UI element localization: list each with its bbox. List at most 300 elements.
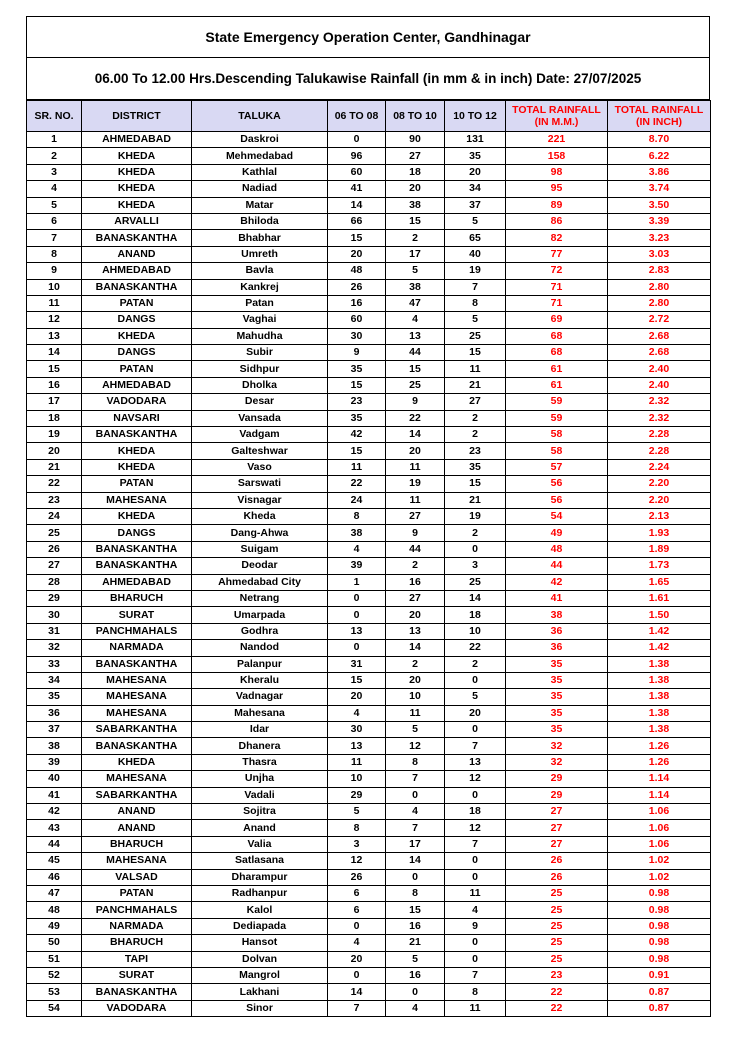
taluka-cell: Valia (192, 836, 328, 852)
taluka-cell: Dharampur (192, 869, 328, 885)
district-cell: BHARUCH (82, 836, 192, 852)
header-06-to-08: 06 TO 08 (328, 101, 386, 132)
taluka-cell: Umreth (192, 246, 328, 262)
district-cell: VADODARA (82, 394, 192, 410)
sr-no-cell: 13 (27, 328, 82, 344)
sr-no-cell: 28 (27, 574, 82, 590)
08-to-10-cell: 20 (386, 607, 445, 623)
06-to-08-cell: 14 (328, 197, 386, 213)
district-cell: PANCHMAHALS (82, 623, 192, 639)
sr-no-cell: 33 (27, 656, 82, 672)
taluka-cell: Desar (192, 394, 328, 410)
10-to-12-cell: 27 (445, 394, 506, 410)
total-mm-cell: 61 (506, 377, 608, 393)
total-inch-cell: 3.03 (608, 246, 711, 262)
10-to-12-cell: 15 (445, 345, 506, 361)
08-to-10-cell: 14 (386, 427, 445, 443)
taluka-cell: Suigam (192, 541, 328, 557)
06-to-08-cell: 9 (328, 345, 386, 361)
taluka-cell: Ahmedabad City (192, 574, 328, 590)
sr-no-cell: 38 (27, 738, 82, 754)
10-to-12-cell: 35 (445, 148, 506, 164)
08-to-10-cell: 90 (386, 132, 445, 148)
08-to-10-cell: 14 (386, 853, 445, 869)
total-inch-cell: 1.42 (608, 623, 711, 639)
10-to-12-cell: 0 (445, 541, 506, 557)
table-row (27, 459, 711, 475)
taluka-cell: Kankrej (192, 279, 328, 295)
district-cell: SABARKANTHA (82, 722, 192, 738)
table-row (27, 754, 711, 770)
10-to-12-cell: 8 (445, 295, 506, 311)
district-cell: AHMEDABAD (82, 263, 192, 279)
10-to-12-cell: 2 (445, 410, 506, 426)
06-to-08-cell: 31 (328, 656, 386, 672)
table-row (27, 656, 711, 672)
total-mm-cell: 35 (506, 689, 608, 705)
table-row (27, 558, 711, 574)
district-cell: MAHESANA (82, 705, 192, 721)
sr-no-cell: 54 (27, 1000, 82, 1016)
table-row (27, 885, 711, 901)
06-to-08-cell: 8 (328, 820, 386, 836)
total-inch-cell: 3.39 (608, 213, 711, 229)
total-inch-cell: 1.89 (608, 541, 711, 557)
taluka-cell: Vaghai (192, 312, 328, 328)
total-inch-cell: 1.14 (608, 787, 711, 803)
10-to-12-cell: 19 (445, 263, 506, 279)
taluka-cell: Mahesana (192, 705, 328, 721)
table-row (27, 623, 711, 639)
total-inch-cell: 0.91 (608, 967, 711, 983)
table-row (27, 705, 711, 721)
total-mm-cell: 77 (506, 246, 608, 262)
table-row (27, 394, 711, 410)
district-cell: NAVSARI (82, 410, 192, 426)
header-district: DISTRICT (82, 101, 192, 132)
total-mm-cell: 68 (506, 345, 608, 361)
total-inch-cell: 2.83 (608, 263, 711, 279)
10-to-12-cell: 0 (445, 787, 506, 803)
taluka-cell: Palanpur (192, 656, 328, 672)
taluka-cell: Daskroi (192, 132, 328, 148)
taluka-cell: Visnagar (192, 492, 328, 508)
total-inch-cell: 2.80 (608, 279, 711, 295)
taluka-cell: Mangrol (192, 967, 328, 983)
10-to-12-cell: 65 (445, 230, 506, 246)
08-to-10-cell: 4 (386, 312, 445, 328)
total-mm-cell: 68 (506, 328, 608, 344)
10-to-12-cell: 5 (445, 213, 506, 229)
table-row (27, 492, 711, 508)
06-to-08-cell: 1 (328, 574, 386, 590)
table-row (27, 689, 711, 705)
table-row (27, 722, 711, 738)
report-subtitle: 06.00 To 12.00 Hrs.Descending Talukawise Rainfall (in mm & in inch) Date: 27/07/2025 (26, 58, 710, 100)
table-row (27, 164, 711, 180)
08-to-10-cell: 4 (386, 804, 445, 820)
10-to-12-cell: 0 (445, 951, 506, 967)
06-to-08-cell: 0 (328, 590, 386, 606)
sr-no-cell: 32 (27, 640, 82, 656)
sr-no-cell: 49 (27, 918, 82, 934)
total-mm-cell: 35 (506, 705, 608, 721)
table-row (27, 427, 711, 443)
taluka-cell: Galteshwar (192, 443, 328, 459)
total-inch-cell: 2.80 (608, 295, 711, 311)
10-to-12-cell: 22 (445, 640, 506, 656)
sr-no-cell: 19 (27, 427, 82, 443)
table-row (27, 295, 711, 311)
sr-no-cell: 7 (27, 230, 82, 246)
district-cell: KHEDA (82, 443, 192, 459)
10-to-12-cell: 12 (445, 820, 506, 836)
08-to-10-cell: 38 (386, 279, 445, 295)
total-mm-cell: 23 (506, 967, 608, 983)
06-to-08-cell: 15 (328, 230, 386, 246)
10-to-12-cell: 23 (445, 443, 506, 459)
sr-no-cell: 21 (27, 459, 82, 475)
table-row (27, 328, 711, 344)
district-cell: KHEDA (82, 754, 192, 770)
06-to-08-cell: 8 (328, 508, 386, 524)
10-to-12-cell: 19 (445, 508, 506, 524)
total-inch-cell: 3.23 (608, 230, 711, 246)
total-mm-cell: 59 (506, 410, 608, 426)
10-to-12-cell: 9 (445, 918, 506, 934)
total-mm-cell: 29 (506, 771, 608, 787)
08-to-10-cell: 8 (386, 754, 445, 770)
total-mm-cell: 59 (506, 394, 608, 410)
district-cell: AHMEDABAD (82, 574, 192, 590)
total-inch-cell: 1.38 (608, 656, 711, 672)
district-cell: SABARKANTHA (82, 787, 192, 803)
taluka-cell: Deodar (192, 558, 328, 574)
08-to-10-cell: 2 (386, 656, 445, 672)
district-cell: DANGS (82, 525, 192, 541)
06-to-08-cell: 60 (328, 312, 386, 328)
06-to-08-cell: 0 (328, 640, 386, 656)
taluka-cell: Nadiad (192, 181, 328, 197)
08-to-10-cell: 44 (386, 345, 445, 361)
district-cell: KHEDA (82, 164, 192, 180)
taluka-cell: Lakhani (192, 984, 328, 1000)
06-to-08-cell: 38 (328, 525, 386, 541)
taluka-cell: Vadali (192, 787, 328, 803)
08-to-10-cell: 9 (386, 525, 445, 541)
08-to-10-cell: 15 (386, 213, 445, 229)
taluka-cell: Subir (192, 345, 328, 361)
08-to-10-cell: 0 (386, 984, 445, 1000)
total-inch-cell: 2.32 (608, 394, 711, 410)
06-to-08-cell: 0 (328, 967, 386, 983)
10-to-12-cell: 11 (445, 885, 506, 901)
district-cell: ANAND (82, 820, 192, 836)
total-inch-cell: 0.87 (608, 984, 711, 1000)
district-cell: SURAT (82, 967, 192, 983)
district-cell: AHMEDABAD (82, 377, 192, 393)
district-cell: DANGS (82, 345, 192, 361)
table-row (27, 787, 711, 803)
10-to-12-cell: 25 (445, 328, 506, 344)
08-to-10-cell: 7 (386, 820, 445, 836)
08-to-10-cell: 7 (386, 771, 445, 787)
total-mm-cell: 58 (506, 443, 608, 459)
district-cell: MAHESANA (82, 492, 192, 508)
total-inch-cell: 1.38 (608, 689, 711, 705)
district-cell: PATAN (82, 885, 192, 901)
table-row (27, 836, 711, 852)
06-to-08-cell: 39 (328, 558, 386, 574)
10-to-12-cell: 2 (445, 427, 506, 443)
sr-no-cell: 23 (27, 492, 82, 508)
taluka-cell: Unjha (192, 771, 328, 787)
sr-no-cell: 36 (27, 705, 82, 721)
total-inch-cell: 0.98 (608, 885, 711, 901)
08-to-10-cell: 20 (386, 181, 445, 197)
taluka-cell: Thasra (192, 754, 328, 770)
10-to-12-cell: 2 (445, 525, 506, 541)
table-row (27, 476, 711, 492)
total-inch-cell: 2.72 (608, 312, 711, 328)
total-mm-cell: 48 (506, 541, 608, 557)
total-inch-cell: 1.61 (608, 590, 711, 606)
total-inch-cell: 1.06 (608, 820, 711, 836)
table-row (27, 902, 711, 918)
taluka-cell: Satlasana (192, 853, 328, 869)
taluka-cell: Sidhpur (192, 361, 328, 377)
total-mm-cell: 26 (506, 869, 608, 885)
06-to-08-cell: 48 (328, 263, 386, 279)
total-inch-cell: 0.87 (608, 1000, 711, 1016)
total-mm-cell: 49 (506, 525, 608, 541)
08-to-10-cell: 44 (386, 541, 445, 557)
district-cell: BHARUCH (82, 935, 192, 951)
total-inch-cell: 1.38 (608, 672, 711, 688)
total-mm-cell: 71 (506, 279, 608, 295)
total-mm-cell: 57 (506, 459, 608, 475)
total-inch-cell: 2.40 (608, 377, 711, 393)
table-row (27, 1000, 711, 1016)
total-mm-cell: 95 (506, 181, 608, 197)
total-inch-cell: 1.93 (608, 525, 711, 541)
total-inch-cell: 1.26 (608, 754, 711, 770)
taluka-cell: Netrang (192, 590, 328, 606)
10-to-12-cell: 7 (445, 738, 506, 754)
total-mm-cell: 25 (506, 902, 608, 918)
total-mm-cell: 22 (506, 1000, 608, 1016)
header-total-mm: TOTAL RAINFALL (IN M.M.) (506, 101, 608, 132)
total-mm-cell: 25 (506, 918, 608, 934)
06-to-08-cell: 26 (328, 869, 386, 885)
08-to-10-cell: 38 (386, 197, 445, 213)
08-to-10-cell: 20 (386, 672, 445, 688)
06-to-08-cell: 4 (328, 541, 386, 557)
table-row (27, 525, 711, 541)
district-cell: MAHESANA (82, 853, 192, 869)
table-row (27, 984, 711, 1000)
table-row (27, 508, 711, 524)
sr-no-cell: 50 (27, 935, 82, 951)
district-cell: KHEDA (82, 197, 192, 213)
08-to-10-cell: 27 (386, 590, 445, 606)
06-to-08-cell: 60 (328, 164, 386, 180)
district-cell: BANASKANTHA (82, 541, 192, 557)
total-mm-cell: 71 (506, 295, 608, 311)
sr-no-cell: 2 (27, 148, 82, 164)
total-mm-cell: 35 (506, 672, 608, 688)
08-to-10-cell: 8 (386, 885, 445, 901)
table-row (27, 410, 711, 426)
district-cell: PANCHMAHALS (82, 902, 192, 918)
district-cell: BANASKANTHA (82, 558, 192, 574)
06-to-08-cell: 20 (328, 951, 386, 967)
06-to-08-cell: 35 (328, 361, 386, 377)
sr-no-cell: 25 (27, 525, 82, 541)
total-mm-cell: 27 (506, 836, 608, 852)
sr-no-cell: 1 (27, 132, 82, 148)
table-row (27, 361, 711, 377)
taluka-cell: Vansada (192, 410, 328, 426)
sr-no-cell: 9 (27, 263, 82, 279)
sr-no-cell: 22 (27, 476, 82, 492)
table-row (27, 197, 711, 213)
header-taluka: TALUKA (192, 101, 328, 132)
district-cell: PATAN (82, 361, 192, 377)
total-inch-cell: 1.14 (608, 771, 711, 787)
08-to-10-cell: 18 (386, 164, 445, 180)
taluka-cell: Mehmedabad (192, 148, 328, 164)
total-inch-cell: 1.26 (608, 738, 711, 754)
06-to-08-cell: 30 (328, 328, 386, 344)
total-mm-cell: 36 (506, 640, 608, 656)
sr-no-cell: 8 (27, 246, 82, 262)
total-mm-cell: 42 (506, 574, 608, 590)
08-to-10-cell: 21 (386, 935, 445, 951)
sr-no-cell: 30 (27, 607, 82, 623)
06-to-08-cell: 35 (328, 410, 386, 426)
district-cell: BANASKANTHA (82, 427, 192, 443)
06-to-08-cell: 10 (328, 771, 386, 787)
district-cell: BANASKANTHA (82, 230, 192, 246)
taluka-cell: Vadgam (192, 427, 328, 443)
10-to-12-cell: 2 (445, 656, 506, 672)
district-cell: VALSAD (82, 869, 192, 885)
total-mm-cell: 25 (506, 951, 608, 967)
total-inch-cell: 2.20 (608, 476, 711, 492)
taluka-cell: Vadnagar (192, 689, 328, 705)
06-to-08-cell: 7 (328, 1000, 386, 1016)
total-inch-cell: 3.86 (608, 164, 711, 180)
table-row (27, 804, 711, 820)
06-to-08-cell: 26 (328, 279, 386, 295)
sr-no-cell: 20 (27, 443, 82, 459)
sr-no-cell: 18 (27, 410, 82, 426)
sr-no-cell: 6 (27, 213, 82, 229)
sr-no-cell: 31 (27, 623, 82, 639)
district-cell: ANAND (82, 804, 192, 820)
sr-no-cell: 42 (27, 804, 82, 820)
08-to-10-cell: 10 (386, 689, 445, 705)
total-inch-cell: 3.50 (608, 197, 711, 213)
sr-no-cell: 35 (27, 689, 82, 705)
total-mm-cell: 58 (506, 427, 608, 443)
08-to-10-cell: 12 (386, 738, 445, 754)
table-row (27, 541, 711, 557)
total-inch-cell: 2.68 (608, 328, 711, 344)
sr-no-cell: 43 (27, 820, 82, 836)
district-cell: TAPI (82, 951, 192, 967)
taluka-cell: Anand (192, 820, 328, 836)
district-cell: NARMADA (82, 640, 192, 656)
10-to-12-cell: 20 (445, 705, 506, 721)
total-inch-cell: 0.98 (608, 935, 711, 951)
taluka-cell: Dolvan (192, 951, 328, 967)
10-to-12-cell: 40 (445, 246, 506, 262)
10-to-12-cell: 21 (445, 377, 506, 393)
total-inch-cell: 1.65 (608, 574, 711, 590)
table-row (27, 345, 711, 361)
06-to-08-cell: 23 (328, 394, 386, 410)
table-row (27, 672, 711, 688)
06-to-08-cell: 66 (328, 213, 386, 229)
total-mm-cell: 44 (506, 558, 608, 574)
08-to-10-cell: 15 (386, 361, 445, 377)
district-cell: ARVALLI (82, 213, 192, 229)
sr-no-cell: 52 (27, 967, 82, 983)
taluka-cell: Godhra (192, 623, 328, 639)
total-inch-cell: 2.13 (608, 508, 711, 524)
10-to-12-cell: 5 (445, 312, 506, 328)
10-to-12-cell: 0 (445, 722, 506, 738)
sr-no-cell: 12 (27, 312, 82, 328)
10-to-12-cell: 5 (445, 689, 506, 705)
08-to-10-cell: 2 (386, 230, 445, 246)
table-row (27, 951, 711, 967)
sr-no-cell: 37 (27, 722, 82, 738)
taluka-cell: Sojitra (192, 804, 328, 820)
06-to-08-cell: 96 (328, 148, 386, 164)
sr-no-cell: 29 (27, 590, 82, 606)
10-to-12-cell: 35 (445, 459, 506, 475)
10-to-12-cell: 21 (445, 492, 506, 508)
table-row (27, 967, 711, 983)
sr-no-cell: 15 (27, 361, 82, 377)
taluka-cell: Bavla (192, 263, 328, 279)
total-inch-cell: 2.28 (608, 443, 711, 459)
10-to-12-cell: 20 (445, 164, 506, 180)
06-to-08-cell: 0 (328, 607, 386, 623)
total-inch-cell: 1.02 (608, 869, 711, 885)
08-to-10-cell: 20 (386, 443, 445, 459)
10-to-12-cell: 37 (445, 197, 506, 213)
total-inch-cell: 0.98 (608, 918, 711, 934)
district-cell: MAHESANA (82, 689, 192, 705)
taluka-cell: Hansot (192, 935, 328, 951)
10-to-12-cell: 25 (445, 574, 506, 590)
sr-no-cell: 10 (27, 279, 82, 295)
taluka-cell: Kheralu (192, 672, 328, 688)
08-to-10-cell: 13 (386, 328, 445, 344)
08-to-10-cell: 27 (386, 508, 445, 524)
total-mm-cell: 29 (506, 787, 608, 803)
table-row (27, 853, 711, 869)
district-cell: KHEDA (82, 328, 192, 344)
06-to-08-cell: 16 (328, 295, 386, 311)
table-row (27, 246, 711, 262)
06-to-08-cell: 6 (328, 902, 386, 918)
total-mm-cell: 36 (506, 623, 608, 639)
